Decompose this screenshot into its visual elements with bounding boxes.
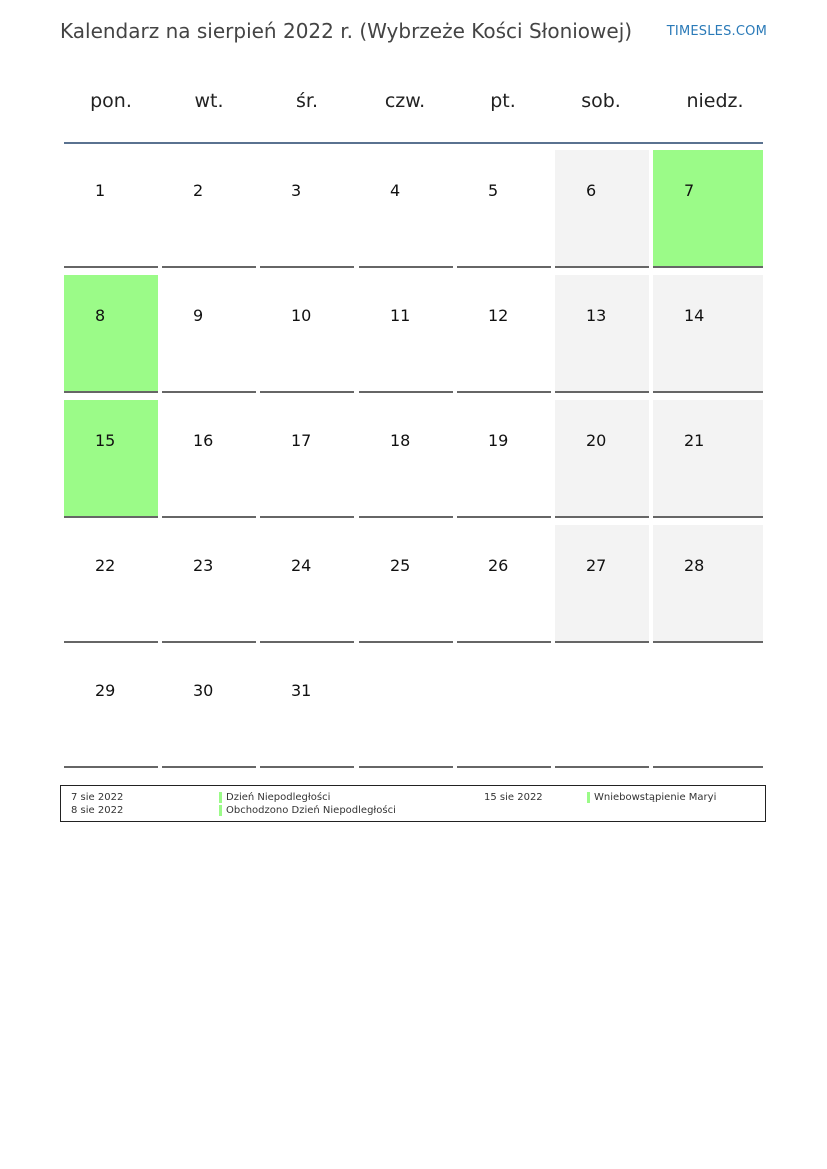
day-number: 23	[193, 556, 214, 575]
day-cell	[64, 275, 158, 393]
day-cell	[555, 275, 649, 393]
day-number: 30	[193, 681, 214, 700]
day-cell	[162, 275, 256, 393]
day-number: 25	[390, 556, 411, 575]
day-cell	[457, 150, 551, 268]
day-number: 29	[95, 681, 116, 700]
day-cell	[555, 650, 649, 768]
weekday-mon: pon.	[90, 90, 132, 112]
day-number: 27	[586, 556, 607, 575]
day-number: 4	[390, 181, 401, 200]
page-title: Kalendarz na sierpień 2022 r. (Wybrzeże Kości Słoniowej)	[60, 19, 633, 43]
weekday-tue: wt.	[194, 90, 224, 112]
legend-date: 15 sie 2022	[484, 792, 543, 803]
day-cell	[260, 650, 354, 768]
day-cell	[653, 150, 763, 268]
day-number: 31	[291, 681, 312, 700]
day-number: 9	[193, 306, 204, 325]
day-cell	[457, 400, 551, 518]
day-number: 8	[95, 306, 106, 325]
day-cell	[359, 650, 453, 768]
day-cell	[260, 525, 354, 643]
legend-holiday-name: Dzień Niepodległości	[219, 792, 330, 803]
day-cell	[260, 275, 354, 393]
weekday-fri: pt.	[490, 90, 516, 112]
weekday-sat: sob.	[581, 90, 621, 112]
brand-link[interactable]: TIMESLES.COM	[666, 24, 767, 39]
weekday-sun: niedz.	[686, 90, 744, 112]
day-cell	[359, 525, 453, 643]
day-cell	[64, 150, 158, 268]
weekday-wed: śr.	[295, 90, 318, 112]
day-cell	[457, 650, 551, 768]
day-number: 17	[291, 431, 312, 450]
day-cell	[457, 275, 551, 393]
day-number: 20	[586, 431, 607, 450]
day-cell	[653, 400, 763, 518]
day-cell	[359, 275, 453, 393]
day-cell	[162, 650, 256, 768]
day-cell	[359, 400, 453, 518]
header-divider	[64, 142, 763, 144]
day-number: 7	[684, 181, 695, 200]
day-cell	[457, 525, 551, 643]
legend-holiday-name: Obchodzono Dzień Niepodległości	[219, 805, 396, 816]
day-number: 24	[291, 556, 312, 575]
day-cell	[162, 525, 256, 643]
legend-date: 7 sie 2022	[71, 792, 124, 803]
day-number: 11	[390, 306, 411, 325]
weekday-thu: czw.	[384, 90, 426, 112]
day-number: 5	[488, 181, 499, 200]
day-number: 15	[95, 431, 116, 450]
day-number: 16	[193, 431, 214, 450]
day-cell	[64, 525, 158, 643]
day-number: 26	[488, 556, 509, 575]
legend-holiday-name: Wniebowstąpienie Maryi	[587, 792, 716, 803]
day-cell	[555, 400, 649, 518]
day-number: 1	[95, 181, 106, 200]
day-cell	[359, 150, 453, 268]
day-number: 21	[684, 431, 705, 450]
day-cell	[162, 400, 256, 518]
day-cell	[555, 525, 649, 643]
day-cell	[260, 400, 354, 518]
day-cell	[653, 525, 763, 643]
day-number: 3	[291, 181, 302, 200]
day-number: 6	[586, 181, 597, 200]
day-number: 10	[291, 306, 312, 325]
day-number: 14	[684, 306, 705, 325]
day-number: 18	[390, 431, 411, 450]
day-cell	[260, 150, 354, 268]
day-number: 19	[488, 431, 509, 450]
day-number: 22	[95, 556, 116, 575]
day-cell	[162, 150, 256, 268]
day-number: 2	[193, 181, 204, 200]
day-cell	[64, 650, 158, 768]
legend-date: 8 sie 2022	[71, 805, 124, 816]
holiday-legend	[60, 785, 766, 822]
day-cell	[555, 150, 649, 268]
day-cell	[653, 275, 763, 393]
day-number: 28	[684, 556, 705, 575]
day-cell	[64, 400, 158, 518]
day-cell	[653, 650, 763, 768]
day-number: 13	[586, 306, 607, 325]
weekday-header	[64, 90, 764, 120]
day-number: 12	[488, 306, 509, 325]
